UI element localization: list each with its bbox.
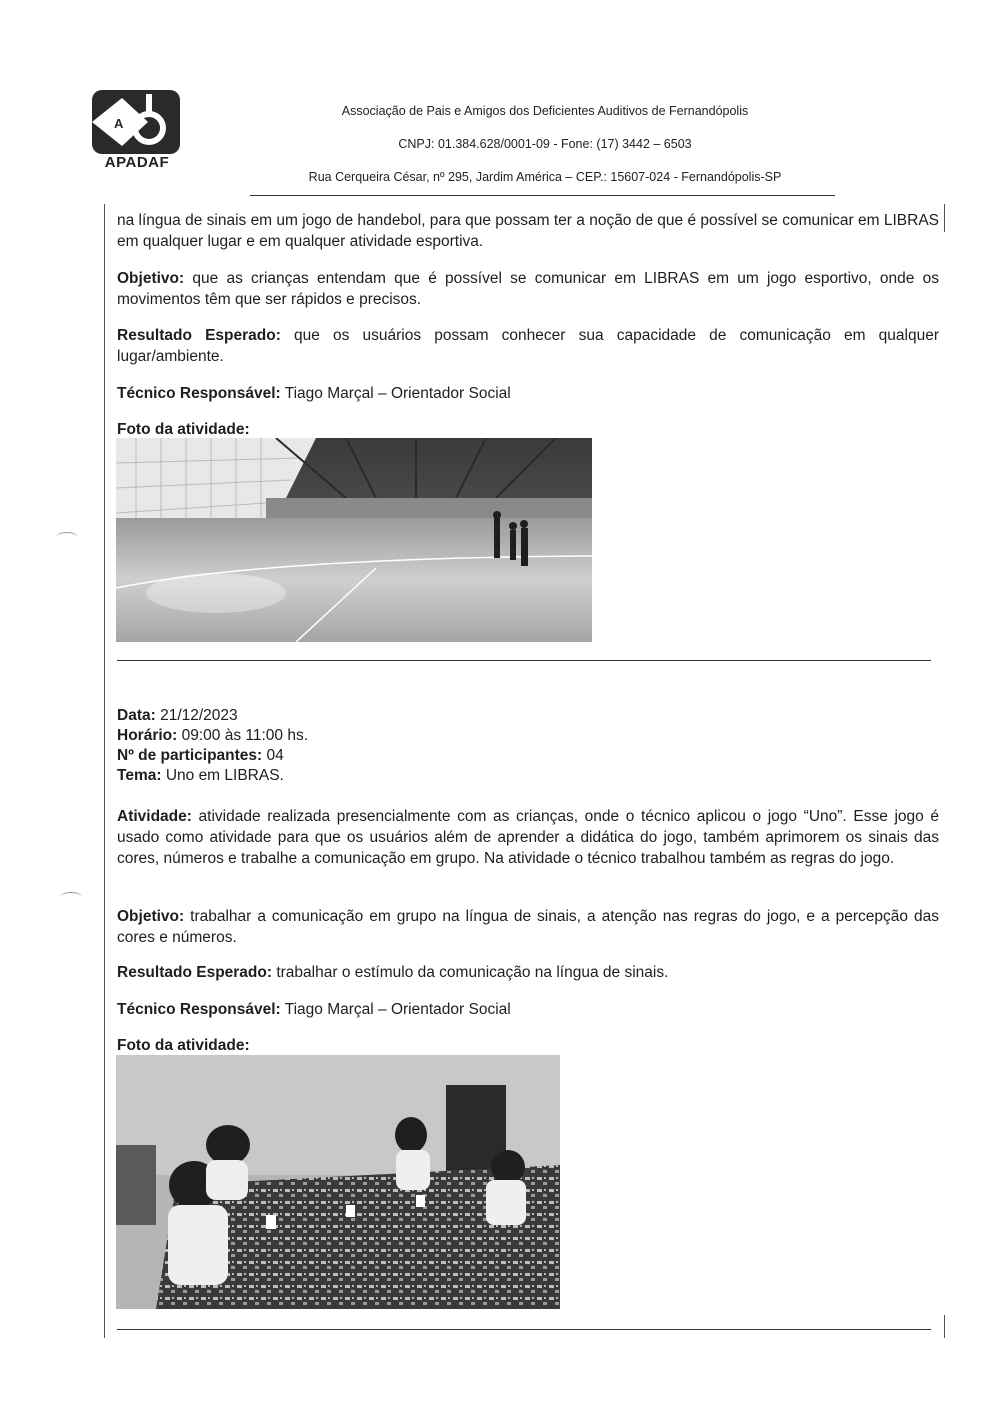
frame-right-border <box>944 204 945 232</box>
objetivo2-text: trabalhar a comunicação em grupo na língua de sinais, a atenção nas regras do jogo, e a percepção das cores e números. <box>117 908 939 946</box>
objetivo-label: Objetivo: <box>117 270 185 287</box>
foto-label: Foto da atividade: <box>117 421 250 438</box>
resultado-paragraph <box>117 325 939 367</box>
intro-paragraph: na língua de sinais em um jogo de handebol, para que possam ter a noção de que é possível se comunicar em LIBRAS em qualquer lugar e em qualquer atividade esportiva. <box>117 212 939 250</box>
tecnico-label: Técnico Responsável: <box>117 385 281 402</box>
data-line: Data: 21/12/2023 <box>117 707 238 724</box>
scan-mark <box>56 532 78 543</box>
resultado-label: Resultado Esperado: <box>117 327 281 344</box>
atividade-label: Atividade: <box>117 808 192 825</box>
frame-left-border <box>104 204 105 1338</box>
atividade-paragraph <box>117 806 939 869</box>
frame-right-border-bottom <box>944 1315 945 1338</box>
tecnico-text: Tiago Marçal – Orientador Social <box>280 385 511 402</box>
resultado2-paragraph <box>117 962 939 983</box>
horario-line: Horário: 09:00 às 11:00 hs. <box>117 727 308 744</box>
tecnico2-label: Técnico Responsável: <box>117 1001 281 1018</box>
logo-text: APADAF <box>104 154 170 171</box>
atividade-text: atividade realizada presencialmente com as crianças, onde o técnico aplicou o jogo “Uno”. Esse jogo é usado como atividade para que os usuários além de aprender a didática do jogo, também aprimorem os sinais das cores, números e trabalhe a comunicação em grupo. Na atividade o técnico trabalhou também as regras do jogo. <box>117 808 939 867</box>
scan-mark <box>60 892 82 903</box>
org-name: Associação de Pais e Amigos dos Deficientes Auditivos de Fernandópolis <box>341 104 749 118</box>
resultado-text: que os usuários possam conhecer sua capacidade de comunicação em qualquer lugar/ambiente. <box>117 327 939 365</box>
tecnico2-paragraph <box>117 999 939 1020</box>
objetivo2-paragraph <box>117 906 939 948</box>
resultado2-text: trabalhar o estímulo da comunicação na língua de sinais. <box>272 964 669 981</box>
section-divider <box>117 660 931 661</box>
objetivo-paragraph <box>117 268 939 310</box>
svg-text:A: A <box>114 116 124 131</box>
resultado2-label: Resultado Esperado: <box>117 964 273 981</box>
foto2-label: Foto da atividade: <box>117 1037 250 1054</box>
address: Rua Cerqueira César, nº 295, Jardim América – CEP.: 15607-024 - Fernandópolis-SP <box>308 170 782 184</box>
tema-line: Tema: Uno em LIBRAS. <box>117 767 284 784</box>
section-divider-bottom <box>117 1329 931 1330</box>
tecnico-paragraph <box>117 383 939 404</box>
objetivo2-label: Objetivo: <box>117 908 185 925</box>
activity-photo-uno <box>116 1055 560 1309</box>
activity-photo-court <box>116 438 592 642</box>
header-divider <box>250 195 835 196</box>
tecnico2-text: Tiago Marçal – Orientador Social <box>280 1001 511 1018</box>
participantes-line: Nº de participantes: 04 <box>117 747 284 764</box>
cnpj-phone: CNPJ: 01.384.628/0001-09 - Fone: (17) 3442 – 6503 <box>398 137 692 151</box>
session-info <box>117 706 939 786</box>
objetivo-text: que as crianças entendam que é possível se comunicar em LIBRAS em um jogo esportivo, onde os movimentos têm que ser rápidos e precisos. <box>117 270 939 308</box>
